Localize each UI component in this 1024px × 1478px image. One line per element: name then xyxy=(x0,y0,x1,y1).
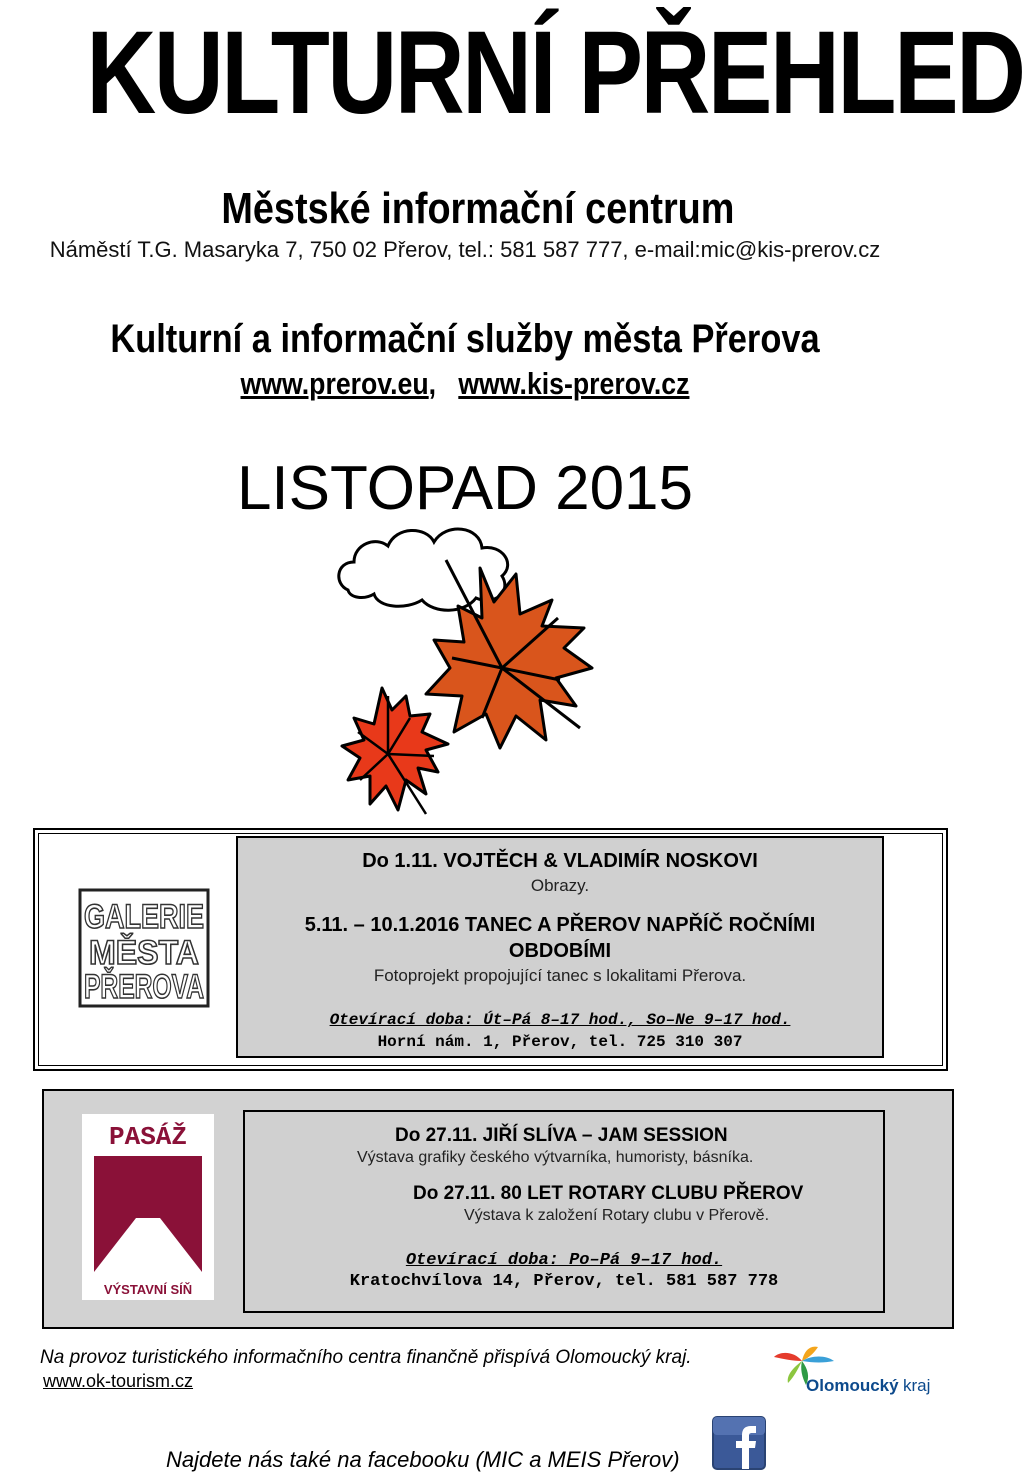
pasaz-logo xyxy=(82,1114,214,1300)
ok-logo-word2: kraj xyxy=(903,1376,931,1395)
gallery-program-panel xyxy=(236,836,884,1058)
gallery-event2-title-line2: OBDOBÍMI xyxy=(508,940,612,962)
gallery-address: Horní nám. 1, Přerov, tel. 725 310 307 xyxy=(377,1033,743,1051)
pasaz-event1-desc: Výstava grafiky českého výtvarníka, humoristy, básníka. xyxy=(357,1149,754,1166)
pasaz-event1-title: Do 27.11. JIŘÍ SLÍVA – JAM SESSION xyxy=(395,1125,728,1146)
link-kis[interactable]: www.kis-prerov.cz xyxy=(458,366,690,401)
month-title: LISTOPAD 2015 xyxy=(236,454,694,523)
maple-leaf-icon xyxy=(342,688,448,814)
link-separator: , xyxy=(428,366,437,401)
pasaz-program-panel xyxy=(243,1110,885,1313)
galerie-logo-frame xyxy=(78,888,210,1008)
facebook-note: Najdete nás také na facebooku (MIC a MEIS Přerov) xyxy=(166,1447,680,1472)
web-links xyxy=(65,364,865,404)
gallery-event2-desc: Fotoprojekt propojující tanec s lokalitami Přerova. xyxy=(373,966,747,985)
ok-tourism-link[interactable]: www.ok-tourism.cz xyxy=(43,1371,194,1391)
galerie-logo xyxy=(78,888,210,1008)
gallery-event1-desc: Obrazy. xyxy=(530,876,590,895)
pasaz-address: Kratochvílova 14, Přerov, tel. 581 587 778 xyxy=(349,1272,779,1291)
funding-note: Na provoz turistického informačního centra finančně přispívá Olomoucký kraj. xyxy=(40,1347,692,1368)
facebook-icon-graphic xyxy=(712,1416,766,1470)
autumn-illustration xyxy=(330,518,630,823)
facebook-icon[interactable] xyxy=(712,1416,766,1470)
mic-address: Náměstí T.G. Masaryka 7, 750 02 Přerov, tel.: 581 587 777, e-mail:mic@kis-prerov.cz xyxy=(49,237,881,262)
kis-title: Kulturní a informační služby města Přerova xyxy=(110,317,820,361)
pasaz-logo-graphic xyxy=(82,1114,214,1300)
ok-logo-word1: Olomoucký xyxy=(806,1376,899,1395)
gallery-opening-hours: Otevírací doba: Út–Pá 8–17 hod., So–Ne 9–17 hod. xyxy=(329,1011,791,1029)
olomoucky-kraj-logo-graphic xyxy=(770,1345,935,1397)
galerie-logo-line1: GALERIE xyxy=(84,898,204,936)
galerie-logo-line2: MĚSTA xyxy=(89,934,199,972)
gallery-event2-title-line1: 5.11. – 10.1.2016 TANEC A PŘEROV NAPŘÍČ ROČNÍMI xyxy=(304,914,816,936)
link-prerov[interactable]: www.prerov.eu xyxy=(240,366,429,401)
pasaz-logo-title: PASÁŽ xyxy=(108,1122,188,1152)
poster-headline: KULTURNÍ PŘEHLED xyxy=(86,7,1024,139)
pasaz-event2-title: Do 27.11. 80 LET ROTARY CLUBU PŘEROV xyxy=(413,1183,804,1204)
pasaz-logo-subtitle: VÝSTAVNÍ SÍŇ xyxy=(103,1282,193,1297)
galerie-logo-line3: PŘEROVA xyxy=(84,968,204,1006)
mic-title: Městské informační centrum xyxy=(221,184,735,233)
olomoucky-kraj-logo xyxy=(770,1345,935,1397)
gallery-event1-title: Do 1.11. VOJTĚCH & VLADIMÍR NOSKOVI xyxy=(362,850,758,872)
pasaz-opening-hours: Otevírací doba: Po–Pá 9–17 hod. xyxy=(405,1251,723,1270)
pasaz-event2-desc: Výstava k založení Rotary clubu v Přerově. xyxy=(464,1207,770,1224)
